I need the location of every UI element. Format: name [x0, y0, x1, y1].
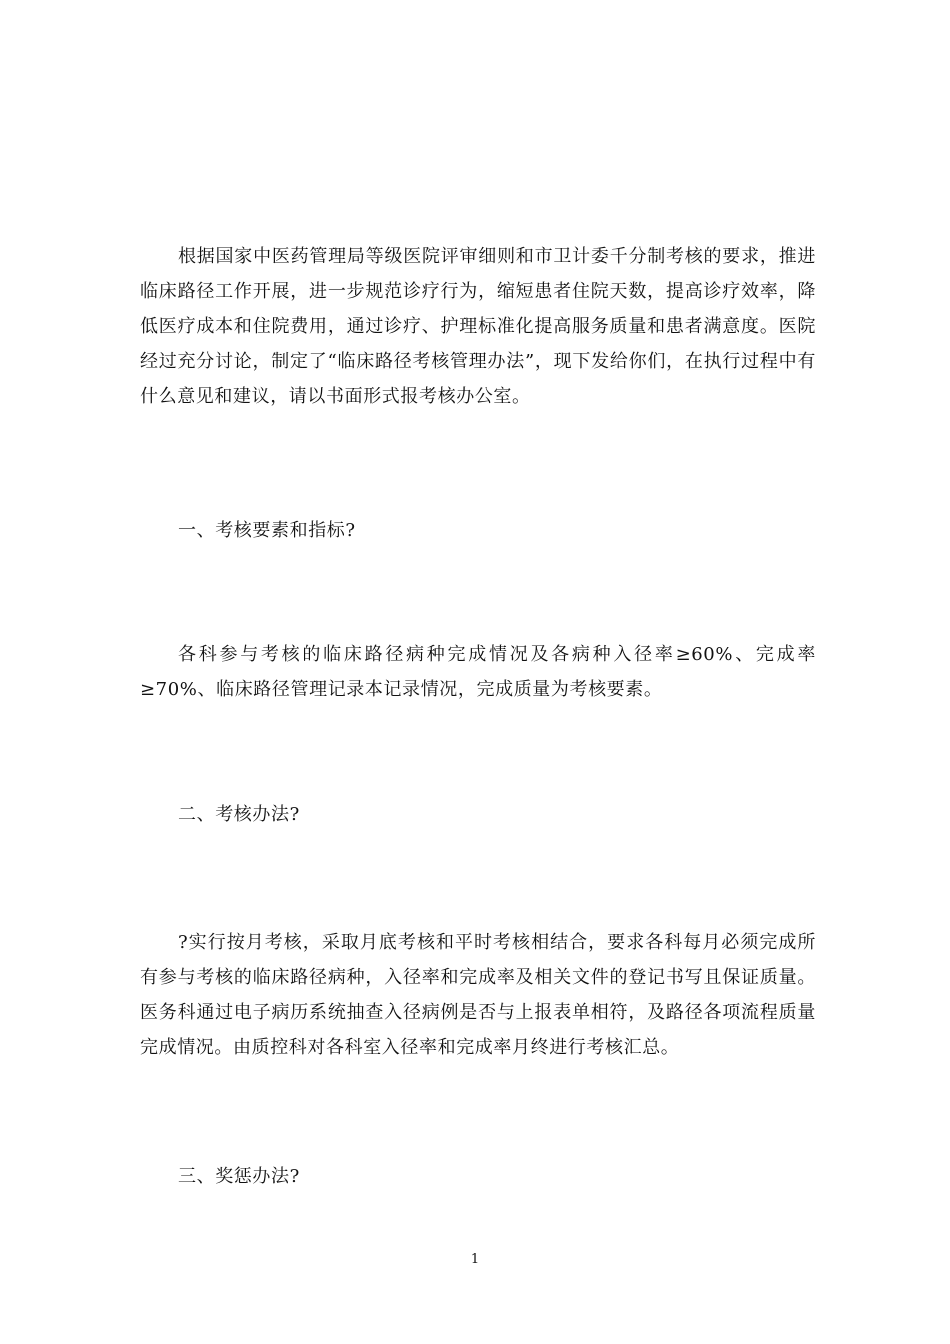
- section-heading-3: 三、奖惩办法?: [178, 1166, 300, 1187]
- section-heading-1: 一、考核要素和指标?: [178, 520, 356, 541]
- section-heading-2: 二、考核办法?: [178, 804, 300, 825]
- page-number: 1: [470, 1252, 480, 1267]
- section-body-1: 各科参与考核的临床路径病种完成情况及各病种入径率≥60%、完成率≥70%、临床路径管理记录本记录情况，完成质量为考核要素。: [140, 644, 816, 700]
- intro-paragraph: 根据国家中医药管理局等级医院评审细则和市卫计委千分制考核的要求，推进临床路径工作开展，进一步规范诊疗行为，缩短患者住院天数，提高诊疗效率，降低医疗成本和住院费用，通过诊疗、护理标准化提高服务质量和患者满意度。医院经过充分讨论，制定了“临床路径考核管理办法”，现下发给你们，在执行过程中有什么意见和建议，请以书面形式报考核办公室。: [140, 246, 816, 407]
- section-body-2: ?实行按月考核，采取月底考核和平时考核相结合，要求各科每月必须完成所有参与考核的临床路径病种，入径率和完成率及相关文件的登记书写且保证质量。医务科通过电子病历系统抽查入径病例是否与上报表单相符，及路径各项流程质量完成情况。由质控科对各科室入径率和完成率月终进行考核汇总。: [140, 932, 816, 1058]
